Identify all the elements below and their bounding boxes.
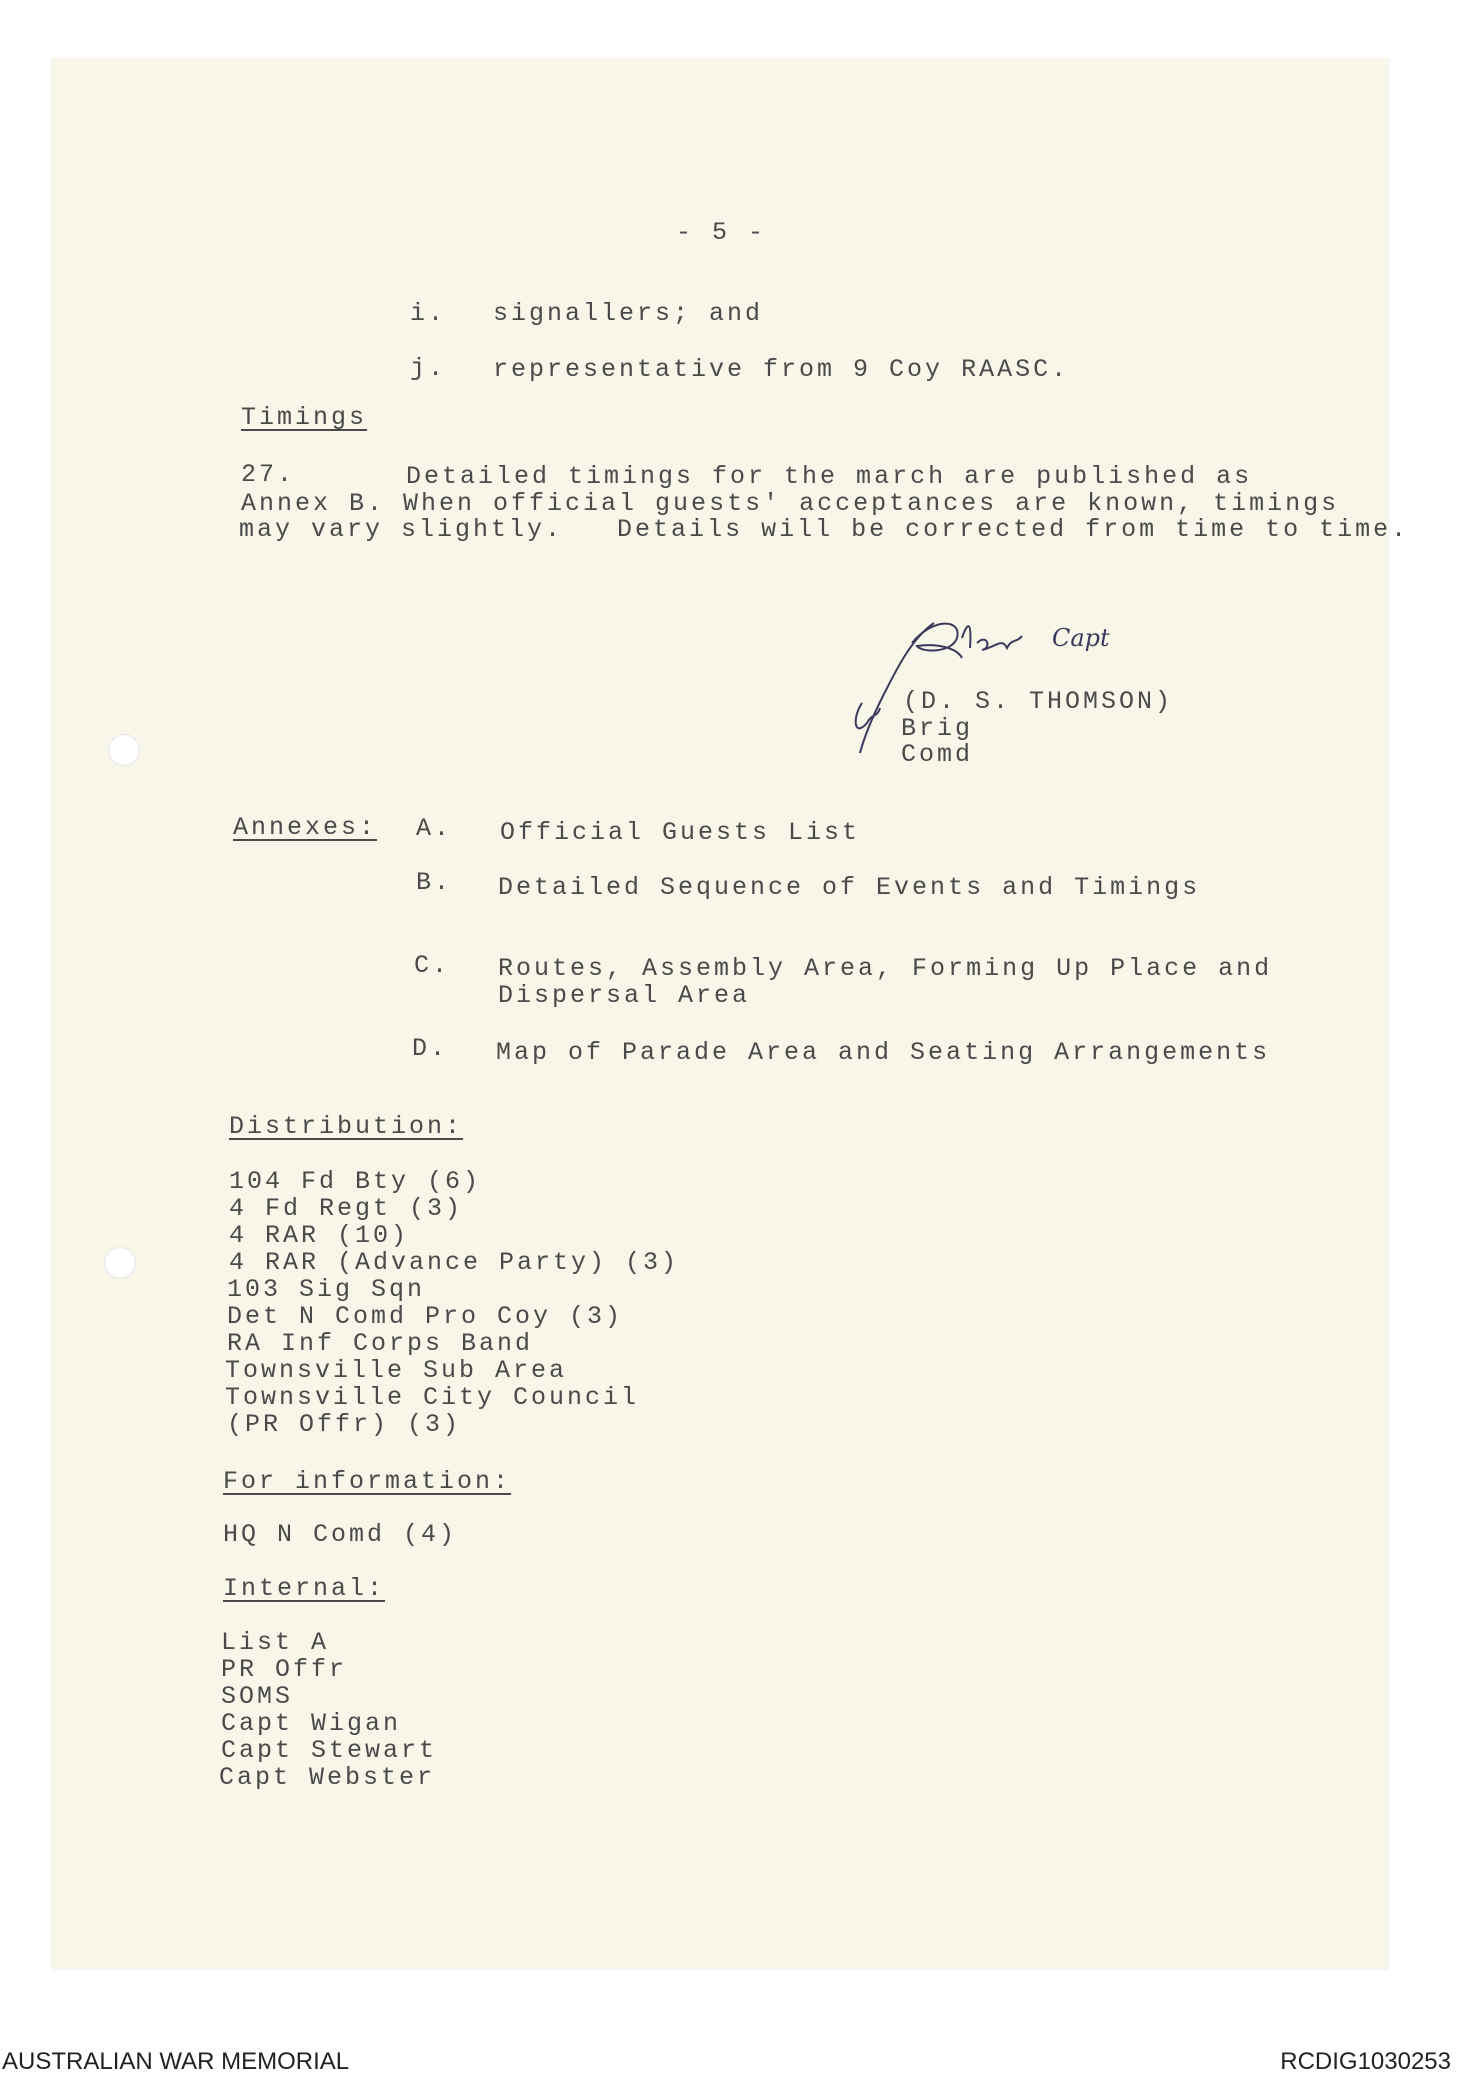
distribution-heading: Distribution: [229,1112,464,1141]
internal-item: PR Offr [221,1655,348,1684]
distribution-item: Det N Comd Pro Coy (3) [227,1302,624,1331]
distribution-item: 103 Sig Sqn [227,1275,426,1304]
annexes-heading: Annexes: [233,813,378,842]
annex-title: Detailed Sequence of Events and Timings [498,873,1201,902]
internal-item: Capt Wigan [221,1709,402,1738]
distribution-item: Townsville City Council [225,1383,640,1412]
distribution-item: 4 Fd Regt (3) [229,1194,464,1223]
internal-item: List A [221,1628,330,1657]
distribution-item: (PR Offr) (3) [227,1410,462,1439]
distribution-item: Townsville Sub Area [225,1356,568,1385]
internal-item: Capt Webster [219,1763,436,1792]
handwritten-signature [842,608,1132,758]
timings-line-3: may vary slightly. Details will be corrected from time to time. [239,515,1410,544]
distribution-item: 4 RAR (10) [229,1221,410,1250]
annex-letter: B. [416,868,453,897]
timings-heading: Timings [241,403,368,432]
annex-letter: A. [416,814,453,843]
page-number: - 5 - [676,218,767,247]
for-information-heading: For information: [223,1467,512,1496]
annex-letter: C. [414,951,451,980]
internal-item: SOMS [221,1682,294,1711]
internal-item: Capt Stewart [221,1736,438,1765]
footer-source: AUSTRALIAN WAR MEMORIAL [2,2048,350,2075]
for-information-item: HQ N Comd (4) [223,1520,458,1549]
item-text: signallers; and [493,299,764,328]
punch-hole-top [108,734,140,766]
item-letter: i. [410,299,447,328]
annex-title: Official Guests List [500,818,861,847]
timings-line-1: Detailed timings for the march are published as [406,462,1253,491]
distribution-item: 4 RAR (Advance Party) (3) [229,1248,680,1277]
annex-title-cont: Dispersal Area [498,981,751,1010]
punch-hole-bottom [104,1247,136,1279]
internal-heading: Internal: [223,1574,386,1603]
annex-title: Map of Parade Area and Seating Arrangements [496,1038,1271,1067]
paragraph-number: 27. [241,460,296,489]
signatory-rank: Brig [901,714,974,743]
distribution-item: 104 Fd Bty (6) [229,1167,482,1196]
item-text: representative from 9 Coy RAASC. [493,355,1070,384]
annex-letter: D. [412,1034,449,1063]
signatory-name: (D. S. THOMSON) [903,687,1174,716]
signatory-appointment: Comd [901,740,974,769]
timings-line-2: Annex B. When official guests' acceptances are known, timings [241,489,1340,518]
distribution-item: RA Inf Corps Band [227,1329,534,1358]
signature-handwriting: Capt [1052,624,1110,652]
footer-record-id: RCDIG1030253 [1280,2048,1451,2075]
item-letter: j. [410,354,447,383]
annex-title: Routes, Assembly Area, Forming Up Place and [498,954,1273,983]
